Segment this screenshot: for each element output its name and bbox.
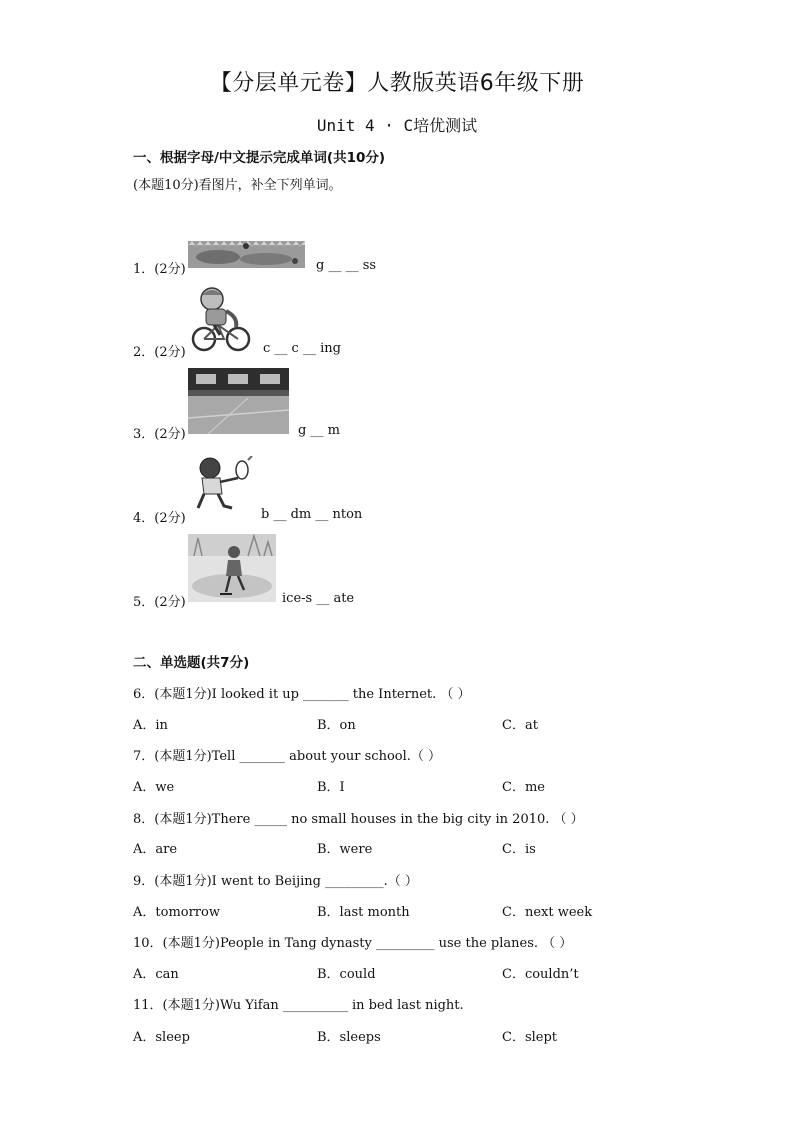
- item-number: 1．(2分): [133, 262, 186, 277]
- gym-picture: [188, 368, 289, 434]
- page-title: 【分层单元卷】人教版英语6年级下册: [209, 71, 585, 96]
- item-number: 3．(2分): [133, 427, 186, 442]
- item-word: g __ m: [298, 423, 340, 438]
- item-word: c __ c __ ing: [263, 341, 341, 356]
- item-word: b __ dm __ nton: [261, 507, 363, 522]
- option-c: C．is: [502, 842, 536, 857]
- section1-instruction: (本题10分)看图片，补全下列单词。: [133, 178, 342, 193]
- option-c: C．couldn’t: [502, 967, 579, 982]
- option-c: C．at: [502, 718, 538, 733]
- question-stem: 8．(本题1分)There _____ no small houses in the big city in 2010. （ ）: [133, 812, 584, 827]
- page-subtitle: Unit 4 · C培优测试: [316, 116, 478, 135]
- question-stem: 6．(本题1分)I looked it up _______ the Internet. （ ）: [133, 687, 471, 702]
- option-b: B．last month: [317, 905, 410, 920]
- option-a: A．can: [133, 967, 179, 982]
- cycling-picture: [188, 283, 252, 353]
- option-c: C．me: [502, 780, 545, 795]
- question-stem: 10．(本题1分)People in Tang dynasty _________ use the planes. （ ）: [133, 936, 573, 951]
- item-number: 5．(2分): [133, 595, 186, 610]
- option-b: B．sleeps: [317, 1030, 381, 1045]
- item-word: ice-s __ ate: [282, 591, 355, 606]
- question-stem: 11．(本题1分)Wu Yifan __________ in bed last night.: [133, 998, 464, 1013]
- grass-picture: [188, 241, 305, 268]
- question-stem: 9．(本题1分)I went to Beijing _________.（ ）: [133, 874, 418, 889]
- option-a: A．are: [133, 842, 178, 857]
- option-c: C．next week: [502, 905, 593, 920]
- option-a: A．we: [133, 780, 175, 795]
- option-b: B．I: [317, 780, 345, 795]
- item-number: 4．(2分): [133, 511, 186, 526]
- badminton-picture: [194, 456, 254, 514]
- ice-skate-picture: [188, 534, 276, 602]
- section1-heading: 一、根据字母/中文提示完成单词(共10分): [133, 150, 386, 166]
- section2-heading: 二、单选题(共7分): [133, 655, 250, 671]
- question-stem: 7．(本题1分)Tell _______ about your school.（ ）: [133, 749, 442, 764]
- option-c: C．slept: [502, 1030, 558, 1045]
- option-a: A．tomorrow: [133, 905, 220, 920]
- option-a: A．in: [133, 718, 168, 733]
- item-word: g __ __ ss: [316, 258, 377, 273]
- option-b: B．on: [317, 718, 356, 733]
- option-b: B．could: [317, 967, 376, 982]
- option-b: B．were: [317, 842, 373, 857]
- item-number: 2．(2分): [133, 345, 186, 360]
- option-a: A．sleep: [133, 1030, 190, 1045]
